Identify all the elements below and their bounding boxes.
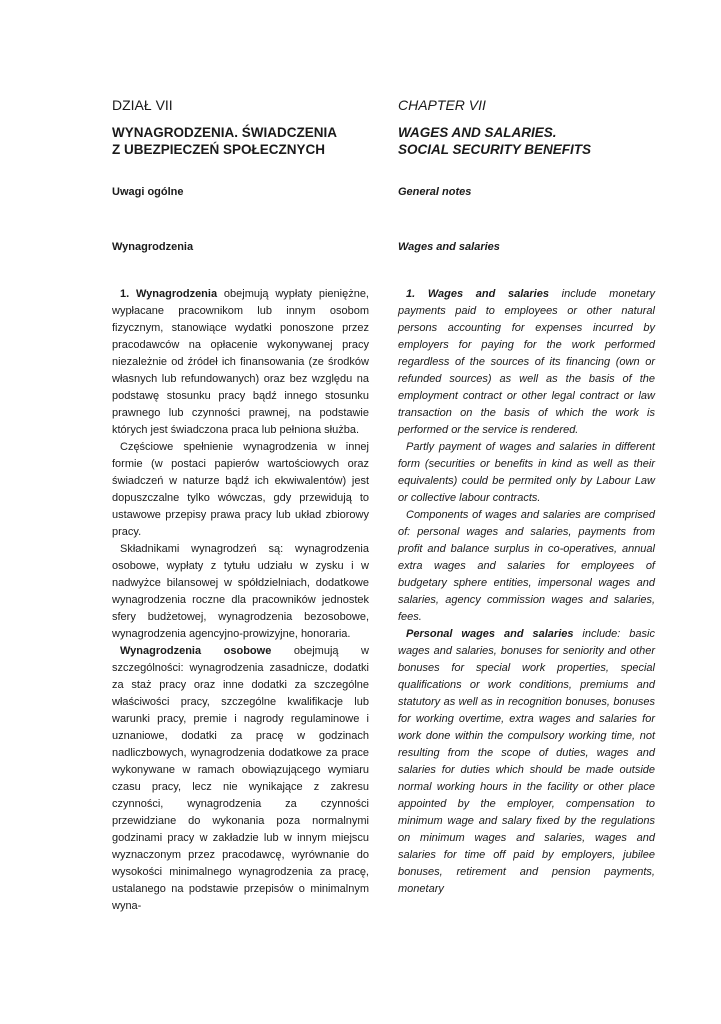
chapter-title-en-line2: SOCIAL SECURITY BENEFITS <box>398 142 592 157</box>
general-notes-heading-pl: Uwagi ogólne <box>112 186 184 198</box>
section-heading-pl: Wynagrodzenia <box>112 241 194 253</box>
paragraph-1-lead-en: 1. Wages and salaries <box>406 288 549 300</box>
paragraph-3-pl: Składnikami wynagrodzeń są: wynagrodzenia osobowe, wypłaty z tytułu udziału w zysku i w nadwyżce bilansowej w spółdzielniach, dodatkowe wynagrodzenia roczne dla pracowników jednostek sfery budżetowej, wynagrodzenia bezosobowe, wynagrodzenia agencyjno-prowizyjne, honoraria. <box>112 543 369 640</box>
body-text-pl <box>112 286 369 915</box>
paragraph-4-text-pl: obejmują w szczególności: wynagrodzenia zasadnicze, dodatki za staż pracy oraz inne dodatki za szczególne właściwości pracy, szczególne kwalifikacje lub warunki pracy, premie i nagrody regulaminowe i uznaniowe, dodatki za pracę w godzinach nadliczbowych, wynagrodzenia dodatkowe za prace wykonywane w ramach obowiązującego wymiaru czasu pracy, lecz nie wynikające z zakresu czynności, wynagrodzenia za czynności przewidziane do wykonania poza normalnymi godzinami pracy w zakładzie lub w innym miejscu wyznaczonym przez pracodawcę, wyrównanie do wysokości minimalnego wynagrodzenia za pracę, ustalanego na podstawie przepisów o minimalnym wyna- <box>112 645 369 912</box>
paragraph-3-en: Components of wages and salaries are comprised of: personal wages and salaries, payments from profit and balance surplus in co-operatives, annual extra wages and salaries for employees of budgetary sphere entities, impersonal wages and salaries, agency commission wages and salaries, fees. <box>398 509 655 623</box>
paragraph-4-text-en: include: basic wages and salaries, bonuses for seniority and other bonuses for special work properties, special qualifications or work conditions, premiums and statutory as well as in recognition bonuses, bonuses for working overtime, extra wages and salaries for work done within the compulsory working time, not resulting from the scope of duties, wages and salaries for duties which should be made outside normal working hours in the facility or other place appointed by the employer, compensation to minimum wage and salary fixed by the regulations on minimum wages and salaries, wages and salaries for time off paid by employers, jubilee bonuses, retirement and pension payments, monetary <box>398 628 655 895</box>
paragraph-1-lead-pl: 1. Wynagrodzenia <box>120 288 218 300</box>
paragraph-2-en: Partly payment of wages and salaries in different form (securities or benefits in kind as well as their equivalents) could be permited only by Labour Law or collective labour contracts. <box>398 441 655 504</box>
paragraph-4-en <box>398 626 655 898</box>
chapter-title-en-line1: WAGES AND SALARIES. <box>398 125 557 140</box>
paragraph-4-lead-pl: Wynagrodzenia osobowe <box>120 645 272 657</box>
paragraph-2-pl: Częściowe spełnienie wynagrodzenia w innej formie (w postaci papierów wartościowych oraz świadczeń w naturze bądź ich ekwiwalentów) jest dopuszczalne tylko wówczas, gdy przewidują to ustawowe przepisy prawa pracy lub układ zbiorowy pracy. <box>112 441 369 538</box>
paragraph-1-text-pl: obejmują wypłaty pieniężne, wypłacane pracownikom lub innym osobom fizycznym, stanowiące wydatki ponoszone przez pracodawców na opłacenie wykonywanej pracy niezależnie od źródeł ich finansowania (ze środków własnych lub refundowanych) oraz bez względu na podstawę stosunku pracy bądź innego stosunku prawnego lub czynności prawnej, na podstawie których jest świadczona praca lub pełniona służba. <box>112 288 369 436</box>
paragraph-4-lead-en: Personal wages and salaries <box>406 628 574 640</box>
polish-column <box>112 96 369 912</box>
paragraph-1-pl <box>112 286 369 439</box>
paragraph-1-text-en: include monetary payments paid to employees or other natural persons accounting for expenses incurred by employers for paying for the work performed regardless of the sources of its financing (own or refunded sources) as well as the basis of the employment contract or other legal contract or law transaction on the basis of which the work is performed or the service is rendered. <box>398 288 656 436</box>
chapter-title-pl-line1: WYNAGRODZENIA. ŚWIADCZENIA <box>112 125 337 140</box>
english-column <box>398 96 656 895</box>
section-heading-en: Wages and salaries <box>398 241 500 253</box>
chapter-heading-pl: DZIAŁ VII <box>112 97 173 113</box>
paragraph-4-pl <box>112 643 369 915</box>
chapter-title-pl-line2: Z UBEZPIECZEŃ SPOŁECZNYCH <box>112 142 326 157</box>
chapter-heading-en: CHAPTER VII <box>398 97 486 113</box>
general-notes-heading-en: General notes <box>398 186 472 198</box>
body-text-en <box>398 286 655 898</box>
paragraph-1-en <box>398 286 655 439</box>
